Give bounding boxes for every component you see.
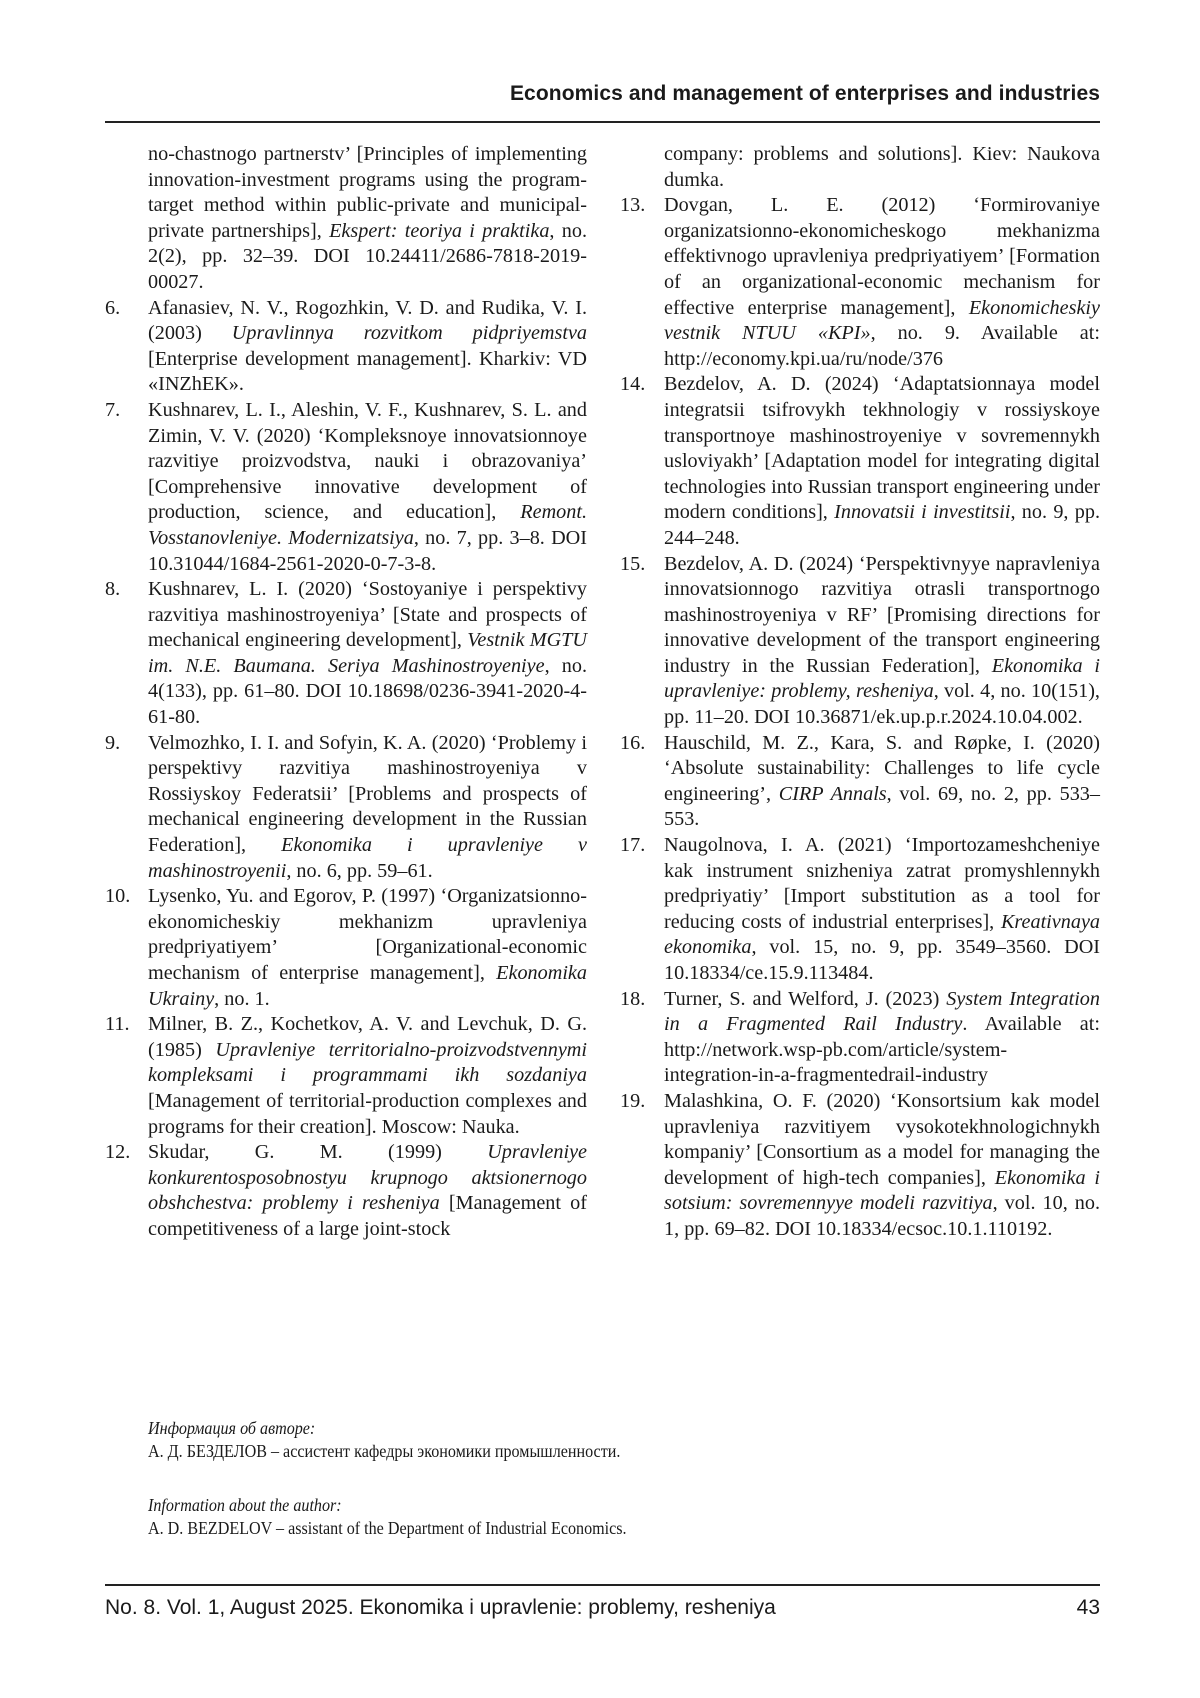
reference-item xyxy=(620,193,1100,372)
reference-body xyxy=(148,1012,587,1140)
footer-rule xyxy=(105,1584,1100,1586)
reference-text: Naugolnova, I. A. (2021) ‘Importozameshcheniye kak instrument snizheniya zatrat promyshlennykh predpriyatiy’ [Import substitution as a tool for reducing costs of industrial enterprises], xyxy=(664,834,1100,933)
reference-italic-title: Upravleniye konkurentosposobnostyu krupnogo aktsionernogo obshchestva: problemy i resheniya xyxy=(148,1141,587,1215)
reference-item xyxy=(620,1089,1100,1243)
reference-item xyxy=(620,731,1100,833)
reference-italic-title: Ekonomika Ukrainy xyxy=(148,962,587,1010)
reference-item xyxy=(105,731,587,885)
journal-issue-line: No. 8. Vol. 1, August 2025. Ekonomika i upravlenie: problemy, resheniya xyxy=(105,1596,776,1619)
reference-text: [Management of territorial-production complexes and programs for their creation]. Moscow: Nauka. xyxy=(148,1089,587,1138)
reference-number: 10. xyxy=(105,885,131,908)
reference-text: , no. 1. xyxy=(214,987,270,1010)
reference-number: 14. xyxy=(620,373,646,396)
author-info-en xyxy=(148,1494,627,1540)
reference-text: [Management of competitiveness of a large joint-stock xyxy=(148,1192,587,1240)
reference-body xyxy=(148,398,587,577)
reference-body xyxy=(664,1089,1100,1243)
reference-italic-title: Ekonomika i upravleniye: problemy, resheniya xyxy=(664,654,1100,703)
reference-number: 19. xyxy=(620,1089,646,1112)
reference-body xyxy=(664,987,1100,1089)
reference-text: Skudar, G. M. (1999) xyxy=(148,1141,488,1164)
reference-item xyxy=(620,552,1100,731)
reference-body xyxy=(664,833,1100,987)
reference-text: , no. 9. Available at: http://economy.kpi.ua/ru/node/376 xyxy=(664,322,1100,370)
reference-list xyxy=(620,193,1100,1242)
reference-italic-title: Ekonomicheskiy vestnik NTUU «KPI» xyxy=(664,296,1100,345)
author-info-label: Information about the author: xyxy=(148,1495,342,1515)
reference-number: 13. xyxy=(620,194,646,217)
reference-text: Milner, B. Z., Kochetkov, A. V. and Levchuk, D. G. (1985) xyxy=(148,1013,587,1061)
reference-number: 16. xyxy=(620,731,646,754)
reference-body xyxy=(148,884,587,1012)
reference-text: , vol. 15, no. 9, pp. 3549–3560. DOI 10.18334/ce.15.9.113484. xyxy=(664,936,1100,984)
reference-number: 6. xyxy=(105,296,121,319)
reference-italic-title: Innovatsii i investitsii xyxy=(834,501,1011,524)
reference-number: 11. xyxy=(105,1013,130,1036)
reference-number: 15. xyxy=(620,552,646,575)
reference-text: company: problems and solutions]. Kiev: Naukova dumka. xyxy=(664,143,1100,191)
reference-body xyxy=(664,193,1100,372)
reference-number: 17. xyxy=(620,834,646,857)
reference-text: Kushnarev, L. I., Aleshin, V. F., Kushnarev, S. L. and Zimin, V. V. (2020) ‘Kompleksnoye innovatsionnoye razvitiye proizvodstva, nauki i obrazovaniya’ [Comprehensive innovative development of production, science, and education], xyxy=(148,398,587,524)
reference-text: , no. 9, pp. 244–248. xyxy=(664,501,1101,549)
reference-italic-title: Remont. Vosstanovleniye. Modernizatsiya xyxy=(148,501,587,549)
reference-text: , vol. 10, no. 1, pp. 69–82. DOI 10.18334/ecsoc.10.1.110192. xyxy=(664,1192,1101,1240)
reference-item xyxy=(620,372,1100,551)
reference-text: . Available at: http://network.wsp-pb.com/article/system-integration-in-a-fragmentedrail-industry xyxy=(664,1013,1100,1087)
reference-text: , no. 2(2), pp. 32–39. DOI 10.24411/2686-7818-2019-00027. xyxy=(148,219,587,293)
reference-text: Turner, S. and Welford, J. (2023) xyxy=(664,987,947,1010)
references-left-column xyxy=(105,142,587,1243)
reference-number: 9. xyxy=(105,731,121,754)
reference-item xyxy=(105,1140,587,1242)
reference-number: 7. xyxy=(105,398,121,421)
reference-italic-title: Kreativnaya ekonomika xyxy=(664,910,1100,959)
reference-italic-title: CIRP Annals xyxy=(778,782,887,805)
header-rule xyxy=(105,121,1100,123)
reference-item xyxy=(620,987,1100,1089)
reference-text: [Enterprise development management]. Kharkiv: VD «INZhEK». xyxy=(148,347,587,396)
reference-italic-title: Upravlinnya rozvitkom pidpriyemstva xyxy=(231,322,588,345)
reference-text: Bezdelov, A. D. (2024) ‘Perspektivnyye napravleniya innovatsionnogo razvitiya otrasli transportnogo mashinostroyeniya v RF’ [Promising directions for innovative development of the transport engineering industry in the Russian Federation], xyxy=(664,552,1100,677)
running-head-title: Economics and management of enterprises and industries xyxy=(509,82,1100,105)
reference-item xyxy=(105,1012,587,1140)
author-info-text: A. D. BEZDELOV – assistant of the Department of Industrial Economics. xyxy=(148,1518,627,1538)
reference-text: Afanasiev, N. V., Rogozhkin, V. D. and Rudika, V. I. (2003) xyxy=(148,296,587,345)
reference-italic-title: Upravleniye territorialno-proizvodstvennymi kompleksami i programmami ikh sozdaniya xyxy=(148,1038,587,1087)
reference-item xyxy=(105,577,587,731)
author-info-ru xyxy=(148,1417,620,1463)
reference-text: , vol. 4, no. 10(151), pp. 11–20. DOI 10.36871/ek.up.p.r.2024.10.04.002. xyxy=(664,680,1100,729)
reference-text: Lysenko, Yu. and Egorov, P. (1997) ‘Organizatsionno-ekonomicheskiy mekhanizm upravleniya predpriyatiyem’ [Organizational-economic mechanism of enterprise management], xyxy=(148,885,587,984)
reference-italic-title: Ekspert: teoriya i praktika xyxy=(329,219,550,242)
reference-text: , no. 4(133), pp. 61–80. DOI 10.18698/0236-3941-2020-4-61-80. xyxy=(148,654,587,729)
reference-list xyxy=(105,296,587,1243)
reference-text: , no. 7, pp. 3–8. DOI 10.31044/1684-2561-2020-0-7-3-8. xyxy=(148,526,587,575)
reference-italic-title: Ekonomika i sotsium: sovremennyye modeli razvitiya xyxy=(664,1166,1100,1215)
reference-italic-title: System Integration in a Fragmented Rail Industry xyxy=(664,987,1100,1036)
reference-item xyxy=(105,398,587,577)
reference-body xyxy=(664,731,1100,833)
reference-number: 8. xyxy=(105,578,121,601)
reference-body xyxy=(148,577,587,731)
reference-italic-title: Vestnik MGTU im. N.E. Baumana. Seriya Mashinostroyeniye xyxy=(148,629,587,677)
reference-text: , vol. 69, no. 2, pp. 533–553. xyxy=(664,782,1100,831)
reference-text: Velmozhko, I. I. and Sofyin, K. A. (2020) ‘Problemy i perspektivy razvitiya mashinostroyeniya v Rossiyskoy Federatsii’ [Problems and prospects of mechanical engineering development in the Russian Federation], xyxy=(148,731,587,857)
author-info-label: Информация об авторе: xyxy=(148,1418,316,1438)
reference-text: Bezdelov, A. D. (2024) ‘Adaptatsionnaya model integratsii tsifrovykh tekhnologiy v rossiyskoye transportnoye mashinostroyeniye v sovremennykh usloviyakh’ [Adaptation model for integrating digital technologies into Russian transport engineering under modern conditions], xyxy=(664,373,1100,524)
reference-item xyxy=(620,833,1100,987)
reference-body xyxy=(148,731,587,885)
reference-continuation xyxy=(620,142,1100,193)
reference-text: no-chastnogo partnerstv’ [Principles of implementing innovation-investment programs using the program-target method within public-private and municipal-private partnerships], xyxy=(148,143,587,242)
author-info-text: А. Д. БЕЗДЕЛОВ – ассистент кафедры экономики промышленности. xyxy=(148,1441,621,1461)
page-footer xyxy=(105,1596,1100,1620)
reference-italic-title: Ekonomika i upravleniye v mashinostroyenii xyxy=(148,834,587,882)
reference-body xyxy=(148,296,587,398)
reference-text: Hauschild, M. Z., Kara, S. and Røpke, I. (2020) ‘Absolute sustainability: Challenges to life cycle engineering’, xyxy=(664,731,1100,805)
reference-text: , no. 6, pp. 59–61. xyxy=(286,859,433,882)
reference-text: Kushnarev, L. I. (2020) ‘Sostoyaniye i perspektivy razvitiya mashinostroyeniya’ [State and prospects of mechanical engineering development], xyxy=(148,578,587,652)
references-right-column xyxy=(620,142,1100,1243)
reference-text: Dovgan, L. E. (2012) ‘Formirovaniye organizatsionno-ekonomicheskogo mekhanizma effektivnogo upravleniya predpriyatiyem’ [Formation of an organizational-economic mechanism for effective enterprise management], xyxy=(664,194,1100,319)
reference-number: 18. xyxy=(620,987,646,1010)
reference-body xyxy=(664,372,1100,551)
reference-number: 12. xyxy=(105,1141,131,1164)
reference-item xyxy=(105,296,587,398)
reference-item xyxy=(105,884,587,1012)
page-number: 43 xyxy=(1076,1596,1100,1619)
reference-continuation xyxy=(105,142,587,296)
reference-text: Malashkina, O. F. (2020) ‘Konsortsium kak model upravleniya razvitiyem vysokotekhnologichnykh kompaniy’ [Consortium as a model for managing the development of high-tech companies], xyxy=(664,1089,1100,1189)
reference-body xyxy=(148,1140,587,1242)
reference-body xyxy=(664,552,1100,731)
